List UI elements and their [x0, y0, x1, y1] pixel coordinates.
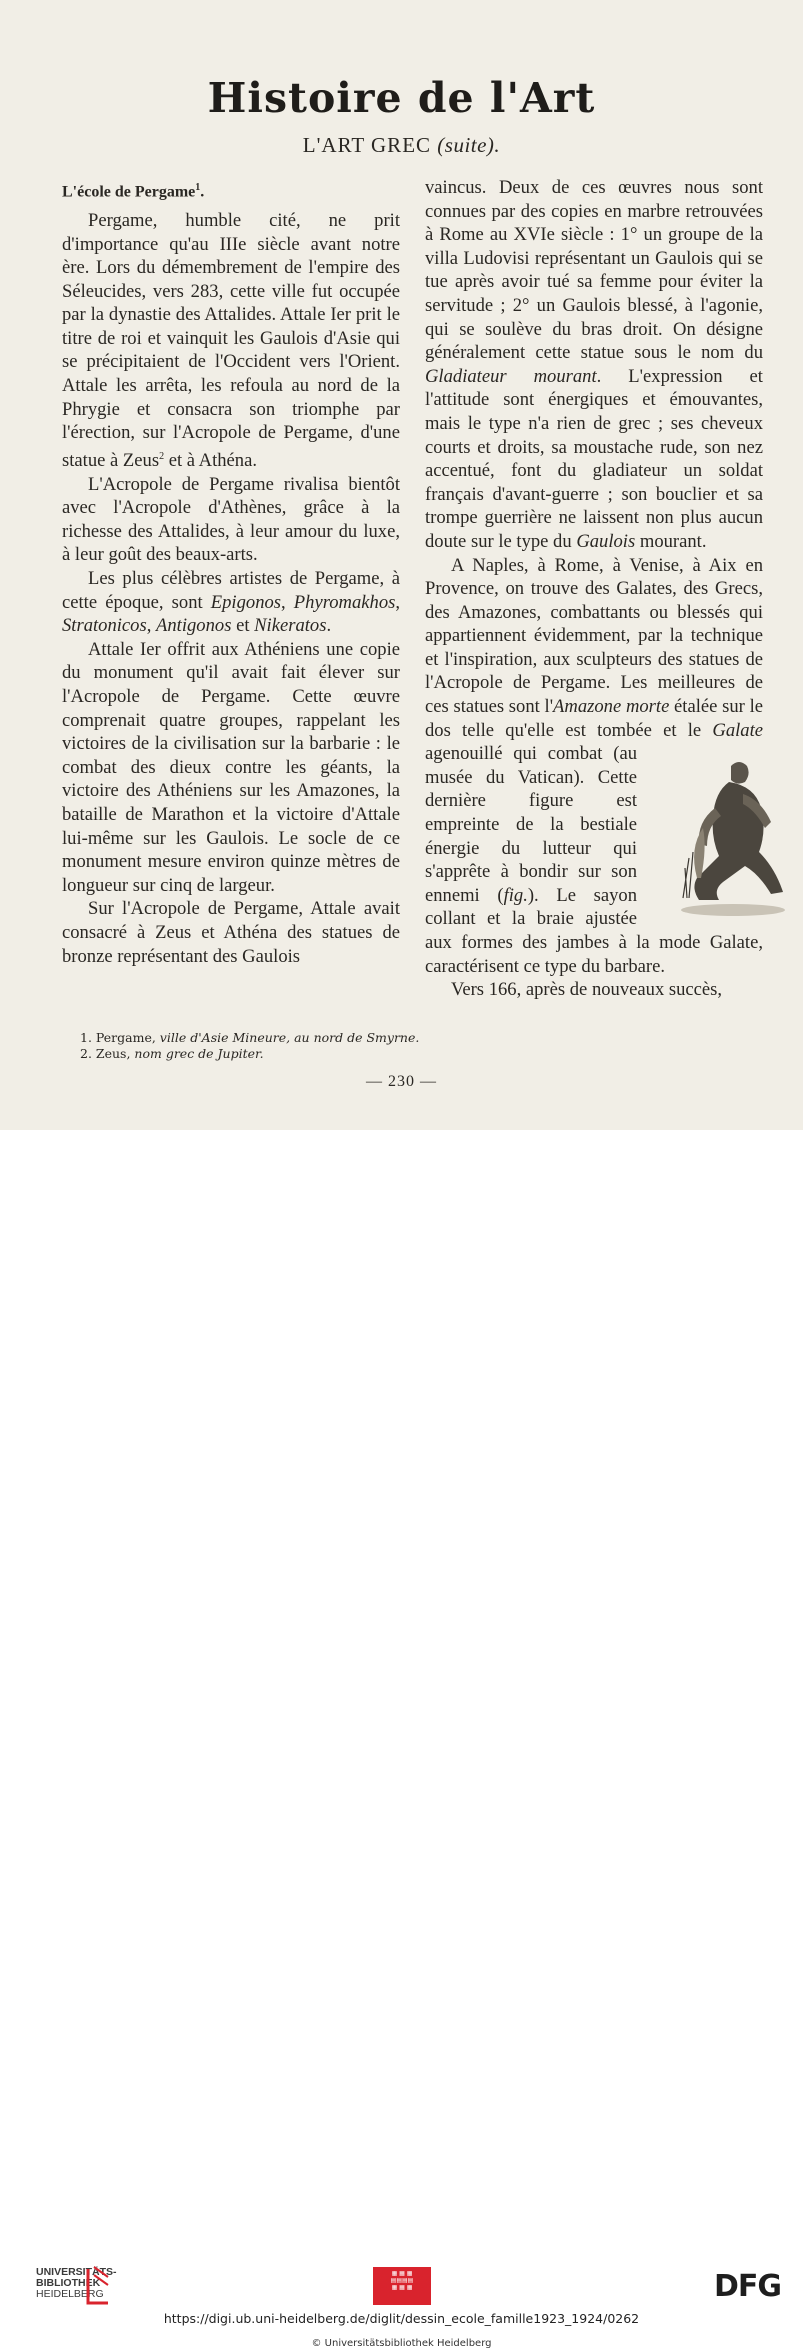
subtitle-main: L'ART GREC [302, 133, 432, 157]
left-column [62, 176, 400, 968]
paragraph-4: Attale Ier offrit aux Athéniens une copie du monument qu'il avait fait élever sur l'Acropole de Pergame. Cette œuvre comprenait quatre groupes, rappelant les victoires de la civilisation sur la barbarie : le combat des dieux contre les géants, la victoire des Athéniens sur les Amazones, la bataille de Marathon et la victoire d'Attale lui-même sur les Gaulois. Le socle de ce monument mesure environ quinze mètres de longueur sur cinq de largeur. [62, 638, 400, 896]
paragraph-6: vaincus. Deux de ces œuvres nous sont connues par des copies en marbre retrouvées à Rome au XVIe siècle : 1° un groupe de la villa Ludovisi représentant un Gaulois qui se tue après avoir tué sa femme pour éviter la servitude ; 2° un Gaulois blessé, à l'agonie, qui se soulève du bras droit. On désigne généralement cette statue sous le nom du Gladiateur mourant. L'expression et l'attitude sont énergiques et émouvantes, mais le type n'a rien de grec ; ses cheveux courts et droits, sa moustache rude, son nez accentué, font du gladiateur un soldat français d'avant-guerre ; son bouclier et sa trompe guerrière ne laissent non plus aucun doute sur le type du Gaulois mourant. [425, 177, 763, 552]
paragraph-5: Sur l'Acropole de Pergame, Attale avait consacré à Zeus et Athéna des statues de bronze représentant des Gaulois [62, 898, 400, 967]
paragraph-1: Pergame, humble cité, ne prit d'importance qu'au IIIe siècle avant notre ère. Lors du démembrement de l'empire des Séleucides, vers 283, cette ville fut occupée par la dynastie des Attalides. Attale Ier prit le titre de roi et vainquit les Gaulois d'Asie qui se précipitaient de l'Occident vers l'Orient. Attale les arrêta, les refoula au nord de la Phrygie et consacra son triomphe par l'érection, sur l'Acropole de Pergame, d'une statue à Zeus$^2$ et à Athéna. [62, 209, 400, 472]
section-subtitle [0, 133, 803, 158]
section-heading: L'école de Pergame$^1$. [62, 182, 205, 201]
footnote-2: 2. Zeus, nom grec de Jupiter. [80, 1046, 264, 1061]
footnote-1: 1. Pergame, ville d'Asie Mineure, au nord de Smyrne. [80, 1030, 420, 1045]
page-title: Histoire de l'Art [207, 74, 596, 122]
subtitle-suffix: (suite). [437, 133, 501, 157]
permalink[interactable]: https://digi.ub.uni-heidelberg.de/diglit/dessin_ecole_famille1923_1924/0262 [163, 2311, 640, 2326]
paragraph-3: Les plus célèbres artistes de Pergame, à cette époque, sont Epigonos, Phyromakhos, Stratonicos, Antigonos et Nikeratos. [62, 568, 401, 637]
dfg-logo[interactable]: DFG [714, 2269, 782, 2304]
right-column [425, 176, 763, 1002]
footnotes [80, 1030, 420, 1062]
statue-illustration [671, 748, 789, 918]
scanned-page [0, 0, 803, 1130]
university-mark-icon [82, 2263, 112, 2307]
copyright-notice: © Universitätsbibliothek Heidelberg [311, 2338, 492, 2349]
paragraph-2: L'Acropole de Pergame rivalisa bientôt avec l'Acropole d'Athènes, grâce à la richesse des Attalides, à leur amour du luxe, à leur goût des beaux-arts. [62, 473, 400, 566]
digital-collection-badge-icon[interactable]: ▦ ▦ ▦ ▤▤▤▤ ▦ ▦ ▦ [373, 2267, 431, 2305]
page-number: — 230 — [366, 1073, 437, 1090]
kneeling-gaul-figure [645, 748, 763, 918]
university-library-logo[interactable]: UNIVERSITÄTS- BIBLIOTHEK HEIDELBERG [36, 2266, 117, 2300]
paragraph-8: Vers 166, après de nouveaux succès, [451, 979, 723, 1001]
paragraph-7: A Naples, à Rome, à Venise, à Aix en Provence, on trouve des Galates, des Grecs, des Amazones, combattants ou blessés qui appartiennent évidemment, par la technique et l'inspiration, aux sculpteurs des statues de l'Acropole de Pergame. Les meilleures de ces statues sont l'Amazone morte étalée sur le dos telle qu'elle est tombée et le Galate agenouillé qui combat (au musée du Vatican). Cette dernière figure est empreinte de la bestiale énergie du lutteur qui s'apprête à bondir sur son ennemi (fig.). Le sayon collant et la braie ajustée aux formes des jambes à la mode Galate, caractérisent ce type du barbare. [425, 554, 763, 979]
viewer-footer [0, 1130, 803, 2349]
